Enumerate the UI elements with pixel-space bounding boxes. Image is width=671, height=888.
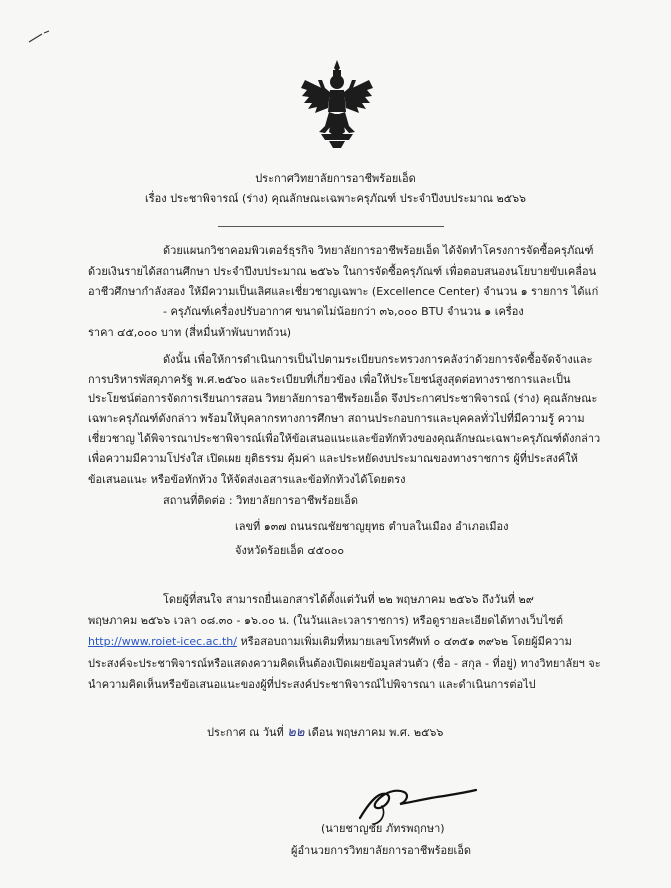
handwritten-day: ๒๒: [287, 725, 305, 740]
para1-line4: - ครุภัณฑ์เครื่องปรับอากาศ ขนาดไม่น้อยกว่า ๓๖,๐๐๐ BTU จำนวน ๑ เครื่อง: [163, 305, 524, 318]
announcement-title: ประกาศวิทยาลัยการอาชีพร้อยเอ็ด: [255, 172, 416, 185]
signature-image: [352, 778, 480, 828]
para2-line7: ข้อเสนอแนะ หรือข้อทักท้วง ให้จัดส่งเอสารและข้อทักท้วงได้โดยตรง: [88, 473, 406, 486]
date-prefix: ประกาศ ณ วันที่: [207, 726, 288, 739]
announcement-date: [207, 726, 443, 740]
announcement-subject: เรื่อง ประชาพิจารณ์ (ร่าง) คุณลักษณะเฉพาะครุภัณฑ์ ประจำปีงบประมาณ ๒๕๖๖: [144, 192, 527, 205]
para2-line2: การบริหารพัสดุภาครัฐ พ.ศ.๒๕๖๐ และระเบียบที่เกี่ยวข้อง เพื่อให้ประโยชน์สูงสุดต่อทางราชการและเป็น: [88, 373, 571, 386]
para1-line1: ด้วยแผนกวิชาคอมพิวเตอร์ธุรกิจ วิทยาลัยการอาชีพร้อยเอ็ด ได้จัดทำโครงการจัดซื้อครุภัณฑ์: [163, 244, 594, 257]
para2-line1: ดังนั้น เพื่อให้การดำเนินการเป็นไปตามระเบียบกระทรวงการคลังว่าด้วยการจัดซื้อจัดจ้างและ: [163, 353, 593, 366]
para3-line3: [88, 635, 572, 649]
garuda-emblem-icon: [299, 58, 375, 152]
signer-position: ผู้อำนวยการวิทยาลัยการอาชีพร้อยเอ็ด: [291, 844, 472, 857]
para2-line3: ประโยชน์ต่อการจัดการเรียนการสอน วิทยาลัยการอาชีพร้อยเอ็ด จึงประกาศประชาพิจารณ์ (ร่าง) คุณลักษณะ: [88, 392, 598, 405]
website-link[interactable]: http://www.roiet-icec.ac.th/: [88, 635, 237, 648]
para2-line6: เพื่อความมีความโปร่งใส เปิดเผย ยุติธรรม คุ้มค่า และประหยัดงบประมาณของทางราชการ ผู้ที่ประสงค์ให้: [88, 452, 578, 465]
para2-line5: เชี่ยวชาญ ได้พิจารณาประชาพิจารณ์เพื่อให้ข้อเสนอแนะและข้อทักท้วงของคุณลักษณะเฉพาะครุภัณฑ์ดังกล่าว: [88, 432, 601, 445]
para2-line4: เฉพาะครุภัณฑ์ดังกล่าว พร้อมให้บุคลากรทางการศึกษา สถานประกอบการและบุคคลทั่วไปที่มีความรู้ ความ: [88, 412, 585, 425]
pen-mark: [28, 30, 50, 44]
signer-name: (นายชาญชัย ภัทรพฤกษา): [321, 822, 445, 835]
contact-address: เลขที่ ๑๓๗ ถนนรณชัยชาญยุทธ ตำบลในเมือง อำเภอเมือง: [235, 520, 509, 533]
para3-line3-rest: หรือสอบถามเพิ่มเติมที่หมายเลขโทรศัพท์ ๐ ๔๓๕๑ ๓๙๖๒ โดยผู้มีความ: [236, 635, 572, 648]
header-divider: [218, 226, 444, 227]
para3-line5: นำความคิดเห็นหรือข้อเสนอแนะของผู้ที่ประสงค์ประชาพิจารณ์ไปพิจารณา และดำเนินการต่อไป: [88, 678, 536, 691]
para3-line1: โดยผู้ที่สนใจ สามารถยื่นเอกสารได้ตั้งแต่วันที่ ๒๒ พฤษภาคม ๒๕๖๖ ถึงวันที่ ๒๙: [163, 593, 534, 606]
contact-institution: วิทยาลัยการอาชีพร้อยเอ็ด: [236, 494, 359, 507]
date-suffix: เดือน พฤษภาคม พ.ศ. ๒๕๖๖: [304, 726, 444, 739]
para3-line4: ประสงค์จะประชาพิจารณ์หรือแสดงความคิดเห็นต้องเปิดเผยข้อมูลส่วนตัว (ชื่อ - สกุล - ที่อยู่) ทางวิทยาลัยฯ จะ: [88, 657, 601, 670]
contact-label: สถานที่ติดต่อ :: [163, 494, 237, 507]
contact-line1: [163, 494, 358, 508]
para3-line2: พฤษภาคม ๒๕๖๖ เวลา ๐๘.๓๐ - ๑๖.๐๐ น. (ในวันและเวลาราชการ) หรือดูรายละเอียดได้ทางเว็บไซต์: [88, 614, 564, 627]
contact-province: จังหวัดร้อยเอ็ด ๔๕๐๐๐: [235, 544, 345, 557]
para1-line3: อาชีวศึกษากำลังสอง ให้มีความเป็นเลิศและเชี่ยวชาญเฉพาะ (Excellence Center) จำนวน ๑ รายการ ได้แก่: [88, 285, 599, 298]
para1-line5: ราคา ๔๕,๐๐๐ บาท (สี่หมื่นห้าพันบาทถ้วน): [88, 326, 292, 339]
para1-line2: ด้วยเงินรายได้สถานศึกษา ประจำปีงบประมาณ ๒๕๖๖ ในการจัดซื้อครุภัณฑ์ เพื่อตอบสนองนโยบายขับเคลื่อน: [88, 265, 597, 278]
